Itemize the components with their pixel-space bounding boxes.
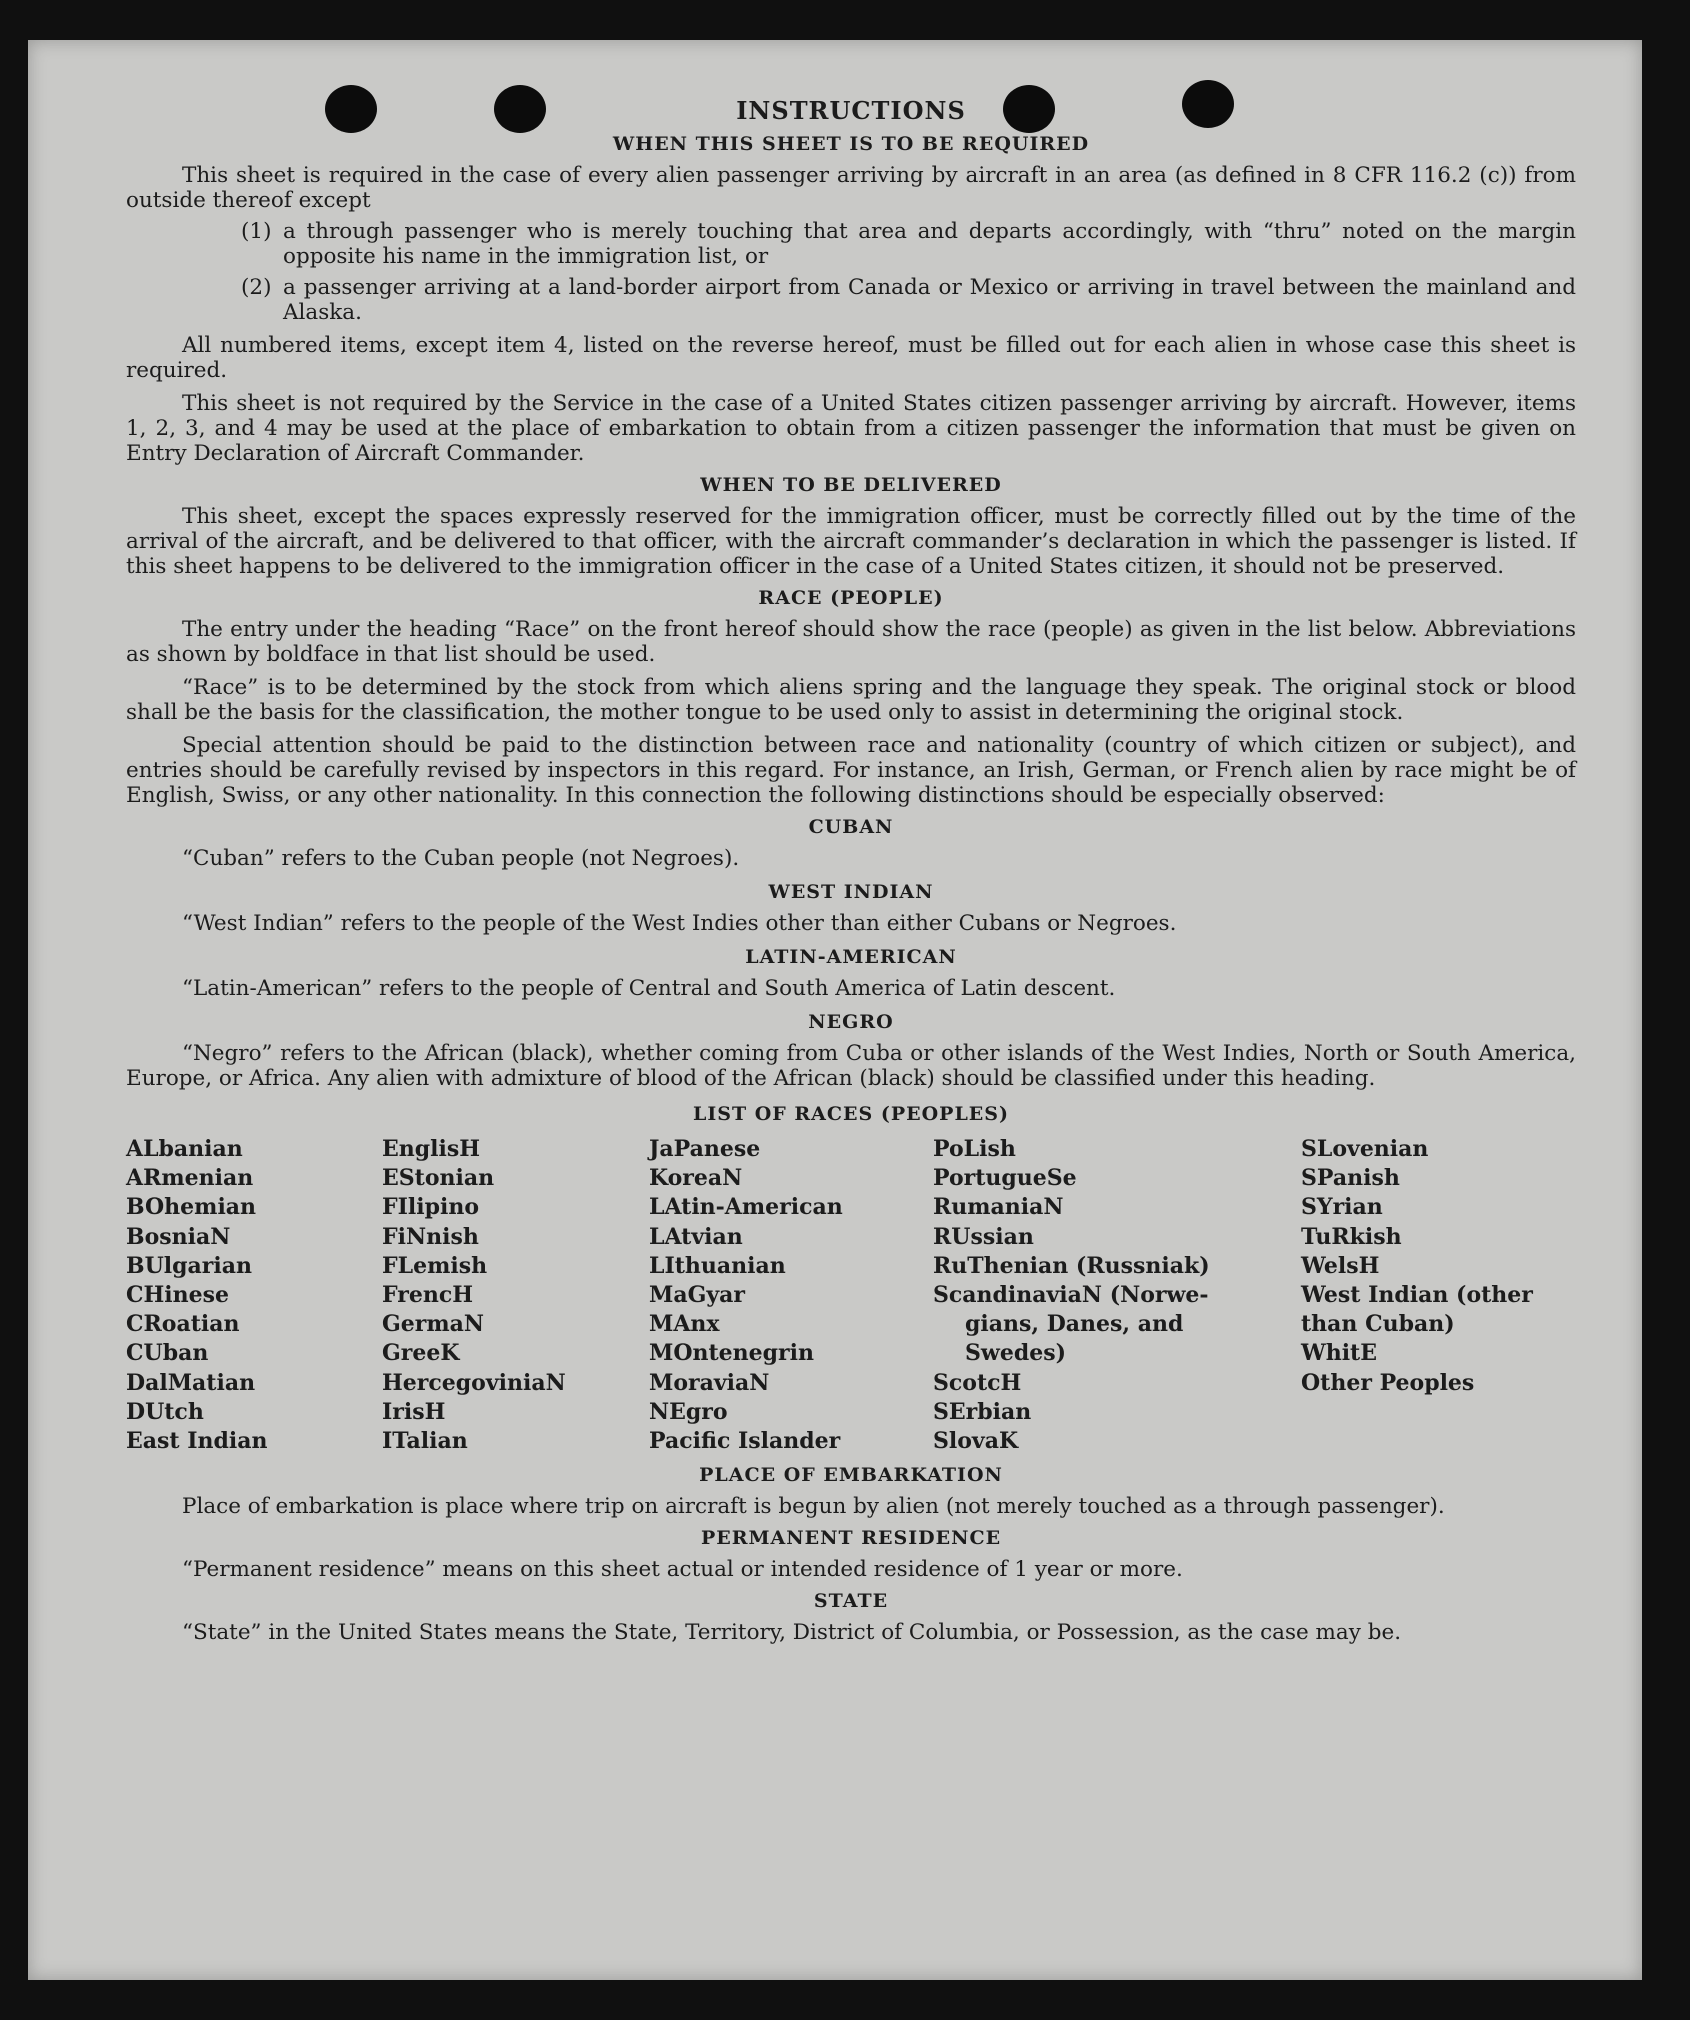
list-item — [241, 219, 1576, 269]
race-entry: NEgro — [649, 1398, 728, 1425]
race-entry: RuThenian (Russniak) — [933, 1252, 1210, 1279]
race-entry: MoraviaN — [649, 1369, 770, 1396]
definition: “Permanent residence” means on this sheet actual or intended residence of 1 year or more. — [182, 1557, 1183, 1583]
list-item — [241, 275, 1576, 325]
race-entry: CRoatian — [126, 1311, 240, 1338]
race-entry: DalMatian — [126, 1369, 256, 1396]
section-heading: PLACE OF EMBARKATION — [699, 1464, 1003, 1487]
race-entry: LAtvian — [649, 1223, 743, 1250]
paragraph: The entry under the heading “Race” on the front hereof should show the race (people) as given in the list below. Abbreviations as shown by boldface in that list should be used. — [126, 617, 1576, 667]
race-entry: PoLish — [933, 1136, 1016, 1162]
race-entry: ScotcH — [933, 1369, 1022, 1396]
paragraph: This sheet, except the spaces expressly reserved for the immigration officer, must be correctly filled out by the time of the arrival of the aircraft, and be delivered to that officer, with the aircraft commander’s declaration in which the passenger is listed. If this sheet happens to be delivered to the immigration officer in the case of a United States citizen, it should not be preserved. — [126, 504, 1576, 579]
race-entry: GreeK — [382, 1340, 460, 1367]
instructions-body — [126, 96, 1576, 1645]
section-heading: STATE — [813, 1590, 889, 1613]
section-heading: WHEN THIS SHEET IS TO BE REQUIRED — [612, 133, 1090, 155]
race-entry: IrisH — [382, 1398, 446, 1425]
races-column — [649, 1135, 933, 1456]
document-sheet — [28, 40, 1642, 1980]
paragraph: Special attention should be paid to the distinction between race and nationality (country of which citizen or subject), and entries should be carefully revised by inspectors in this regard. For instance, an Irish, German, or French alien by race might be of English, Swiss, or any other nationality. In this connection the following distinctions should be especially observed: — [126, 733, 1576, 808]
races-column — [933, 1135, 1301, 1456]
race-entry: BosniaN — [126, 1223, 231, 1250]
section-heading: PERMANENT RESIDENCE — [700, 1527, 1002, 1550]
races-column — [1301, 1135, 1571, 1456]
section-heading: WHEN TO BE DELIVERED — [700, 474, 1002, 496]
item-text: a through passenger who is merely touching that area and departs accordingly, with “thru” noted on the margin opposite his name in the immigration list, or — [283, 219, 1576, 269]
race-entry: ITalian — [382, 1428, 468, 1455]
race-entry: TuRkish — [1301, 1223, 1402, 1250]
race-entry: HercegoviniaN — [382, 1369, 566, 1396]
item-number: (2) — [241, 275, 272, 300]
race-entry: MaGyar — [649, 1282, 746, 1309]
definition: “Latin-American” refers to the people of Central and South America of Latin descent. — [182, 976, 1116, 1001]
race-entry: MOntenegrin — [649, 1340, 814, 1367]
race-entry: EnglisH — [382, 1136, 481, 1162]
race-entry: WhitE — [1301, 1340, 1377, 1367]
races-column — [382, 1135, 649, 1456]
race-entry: than Cuban) — [1301, 1311, 1455, 1338]
section-heading: CUBAN — [808, 816, 894, 838]
paragraph: All numbered items, except item 4, listed on the reverse hereof, must be filled out for each alien in whose case this sheet is required. — [126, 333, 1576, 383]
paragraph: Place of embarkation is place where trip on aircraft is begun by alien (not merely touched as a through passenger). — [182, 1494, 1445, 1520]
race-entry: SPanish — [1301, 1165, 1400, 1192]
race-entry: SErbian — [933, 1398, 1032, 1425]
paragraph: This sheet is required in the case of every alien passenger arriving by aircraft in an area (as defined in 8 CFR 116.2 (c)) from outside thereof except — [126, 163, 1576, 213]
paragraph: “Negro” refers to the African (black), whether coming from Cuba or other islands of the West Indies, North or South America, Europe, or Africa. Any alien with admixture of blood of the African (black) should be classified under this heading. — [126, 1041, 1576, 1091]
race-entry: KoreaN — [649, 1165, 743, 1192]
race-entry: CHinese — [126, 1282, 230, 1309]
race-entry: SLovenian — [1301, 1136, 1429, 1162]
race-entry: East Indian — [126, 1428, 268, 1455]
race-entry: FIlipino — [382, 1194, 480, 1221]
race-entry: ScandinaviaN (Norwe- — [933, 1282, 1209, 1309]
race-entry: SYrian — [1301, 1194, 1383, 1221]
race-entry: gians, Danes, and — [965, 1311, 1184, 1338]
race-entry: LIthuanian — [649, 1252, 786, 1279]
race-entry: Pacific Islander — [649, 1428, 841, 1455]
race-entry: RUssian — [933, 1223, 1034, 1250]
paragraph: This sheet is not required by the Service in the case of a United States citizen passenger arriving by aircraft. However, items 1, 2, 3, and 4 may be used at the place of embarkation to obtain from a citizen passenger the information that must be given on Entry Declaration of Aircraft Commander. — [126, 391, 1576, 466]
race-entry: LAtin-American — [649, 1194, 843, 1221]
race-entry: Other Peoples — [1301, 1369, 1475, 1396]
race-entry: ALbanian — [126, 1136, 243, 1162]
race-entry: PortugueSe — [933, 1165, 1077, 1192]
race-entry: BOhemian — [126, 1194, 257, 1221]
section-heading: LIST OF RACES (PEOPLES) — [693, 1103, 1009, 1125]
race-entry: West Indian (other — [1301, 1282, 1533, 1309]
race-entry: FLemish — [382, 1252, 488, 1279]
race-entry: FrencH — [382, 1282, 473, 1309]
definition: “Cuban” refers to the Cuban people (not Negroes). — [182, 846, 740, 871]
section-heading: RACE (PEOPLE) — [758, 587, 944, 609]
race-entry: JaPanese — [649, 1136, 761, 1162]
race-entry: Swedes) — [965, 1340, 1066, 1367]
section-heading: WEST INDIAN — [768, 881, 934, 903]
race-entry: CUban — [126, 1340, 209, 1367]
item-text: a passenger arriving at a land-border airport from Canada or Mexico or arriving in travel between the mainland and Alaska. — [283, 275, 1576, 325]
paragraph: “Race” is to be determined by the stock from which aliens spring and the language they speak. The original stock or blood shall be the basis for the classification, the mother tongue to be used only to assist in determining the original stock. — [126, 675, 1576, 725]
item-number: (1) — [241, 219, 272, 244]
page-title: INSTRUCTIONS — [736, 96, 966, 125]
race-entry: EStonian — [382, 1165, 495, 1192]
section-heading: LATIN-AMERICAN — [745, 946, 957, 968]
race-entry: ARmenian — [126, 1165, 254, 1192]
paragraph: “State” in the United States means the State, Territory, District of Columbia, or Possession, as the case may be. — [182, 1620, 1402, 1646]
race-entry: RumaniaN — [933, 1194, 1064, 1221]
race-entry: SlovaK — [933, 1428, 1019, 1455]
race-entry: GermaN — [382, 1311, 485, 1338]
race-entry: DUtch — [126, 1398, 204, 1425]
races-column — [126, 1135, 382, 1456]
section-heading: NEGRO — [808, 1011, 894, 1033]
race-entry: BUlgarian — [126, 1252, 252, 1279]
race-entry: MAnx — [649, 1311, 720, 1338]
races-list — [126, 1135, 1576, 1456]
race-entry: WelsH — [1301, 1252, 1380, 1279]
race-entry: FiNnish — [382, 1223, 479, 1250]
definition: “West Indian” refers to the people of the West Indies other than either Cubans or Negroes. — [182, 911, 1177, 936]
